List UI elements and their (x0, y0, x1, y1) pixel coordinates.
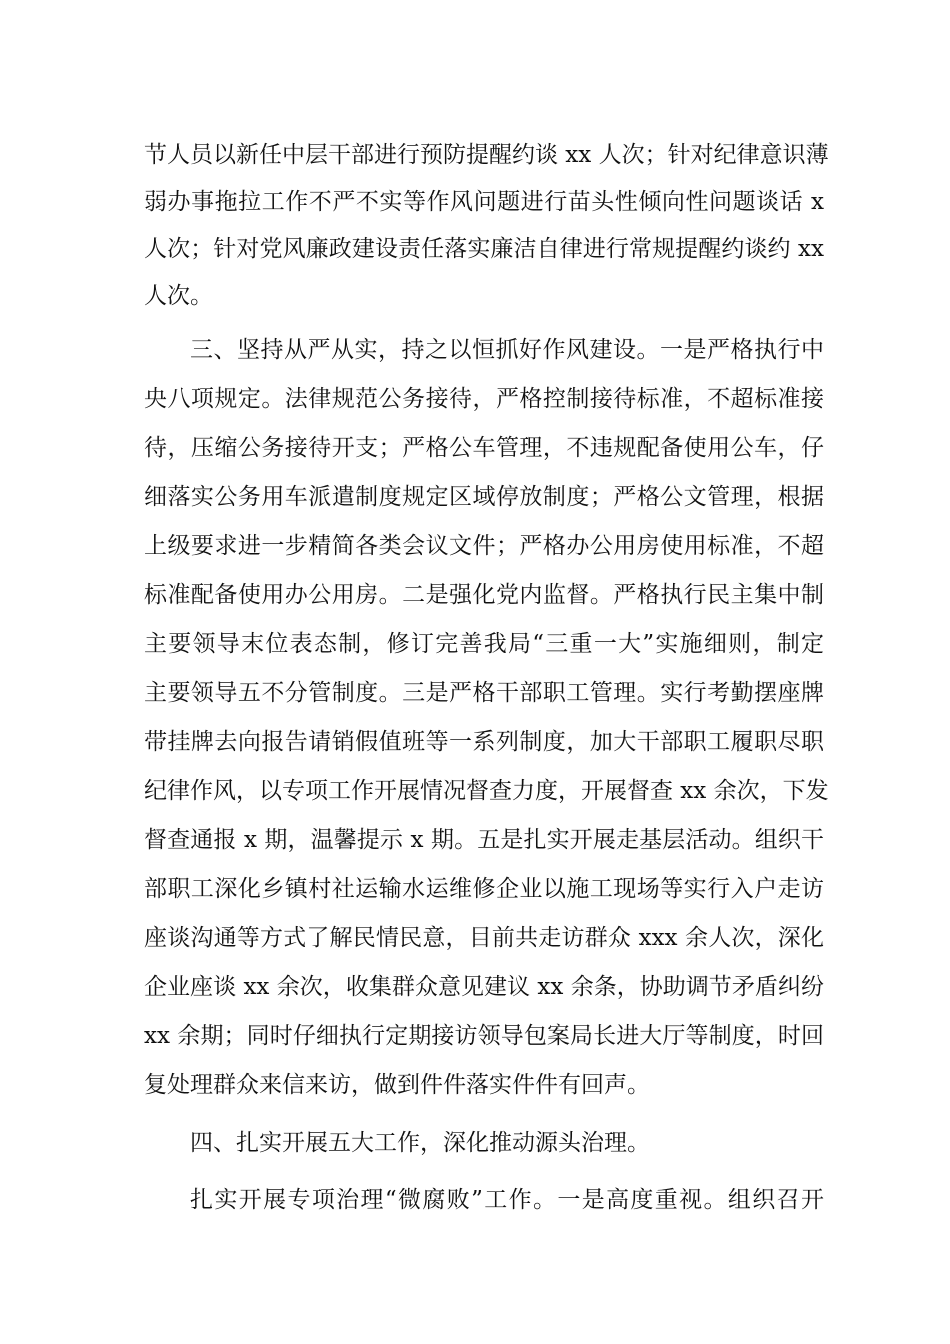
text-line: 央八项规定。法律规范公务接待，严格控制接待标准，不超标准接 (144, 386, 824, 412)
text-line: 带挂牌去向报告请销假值班等一系列制度，加大干部职工履职尽职 (144, 729, 824, 755)
text-line: 标准配备使用办公用房。二是强化党内监督。严格执行民主集中制 (144, 582, 824, 608)
text-line: 复处理群众来信来访，做到件件落实件件有回声。 (144, 1072, 650, 1098)
text-line: 主要领导五不分管制度。三是严格干部职工管理。实行考勤摆座牌 (144, 680, 824, 706)
text-line: 节人员以新任中层干部进行预防提醒约谈 xx 人次；针对纪律意识薄 (144, 142, 829, 168)
text-line: 弱办事拖拉工作不严不实等作风问题进行苗头性倾向性问题谈话 x (144, 189, 824, 215)
text-line: 人次；针对党风廉政建设责任落实廉洁自律进行常规提醒约谈约 xx (144, 236, 824, 262)
text-line: 座谈沟通等方式了解民情民意，目前共走访群众 xxx 余人次，深化 (144, 925, 824, 951)
section-heading-line: 三、坚持从严从实，持之以恒抓好作风建设。一是严格执行中 (190, 337, 824, 363)
text-line: 主要领导末位表态制，修订完善我局“三重一大”实施细则，制定 (144, 631, 824, 657)
text-line: 部职工深化乡镇村社运输水运维修企业以施工现场等实行入户走访 (144, 876, 824, 902)
text-line: 督查通报 x 期，温馨提示 x 期。五是扎实开展走基层活动。组织干 (144, 827, 824, 853)
text-line: 上级要求进一步精简各类会议文件；严格办公用房使用标准，不超 (144, 533, 824, 559)
text-line: 人次。 (144, 283, 213, 309)
text-line: 纪律作风，以专项工作开展情况督查力度，开展督查 xx 余次，下发 (144, 778, 829, 804)
text-line: 待，压缩公务接待开支；严格公车管理，不违规配备使用公车，仔 (144, 435, 824, 461)
text-line: 细落实公务用车派遣制度规定区域停放制度；严格公文管理，根据 (144, 484, 824, 510)
text-line: 企业座谈 xx 余次，收集群众意见建议 xx 余条，协助调节矛盾纠纷 (144, 974, 824, 1000)
section-heading-line: 四、扎实开展五大工作，深化推动源头治理。 (190, 1130, 650, 1156)
text-line: 扎实开展专项治理“微腐败”工作。一是高度重视。组织召开 (190, 1187, 824, 1213)
text-line: xx 余期；同时仔细执行定期接访领导包案局长进大厅等制度，时回 (144, 1023, 824, 1049)
